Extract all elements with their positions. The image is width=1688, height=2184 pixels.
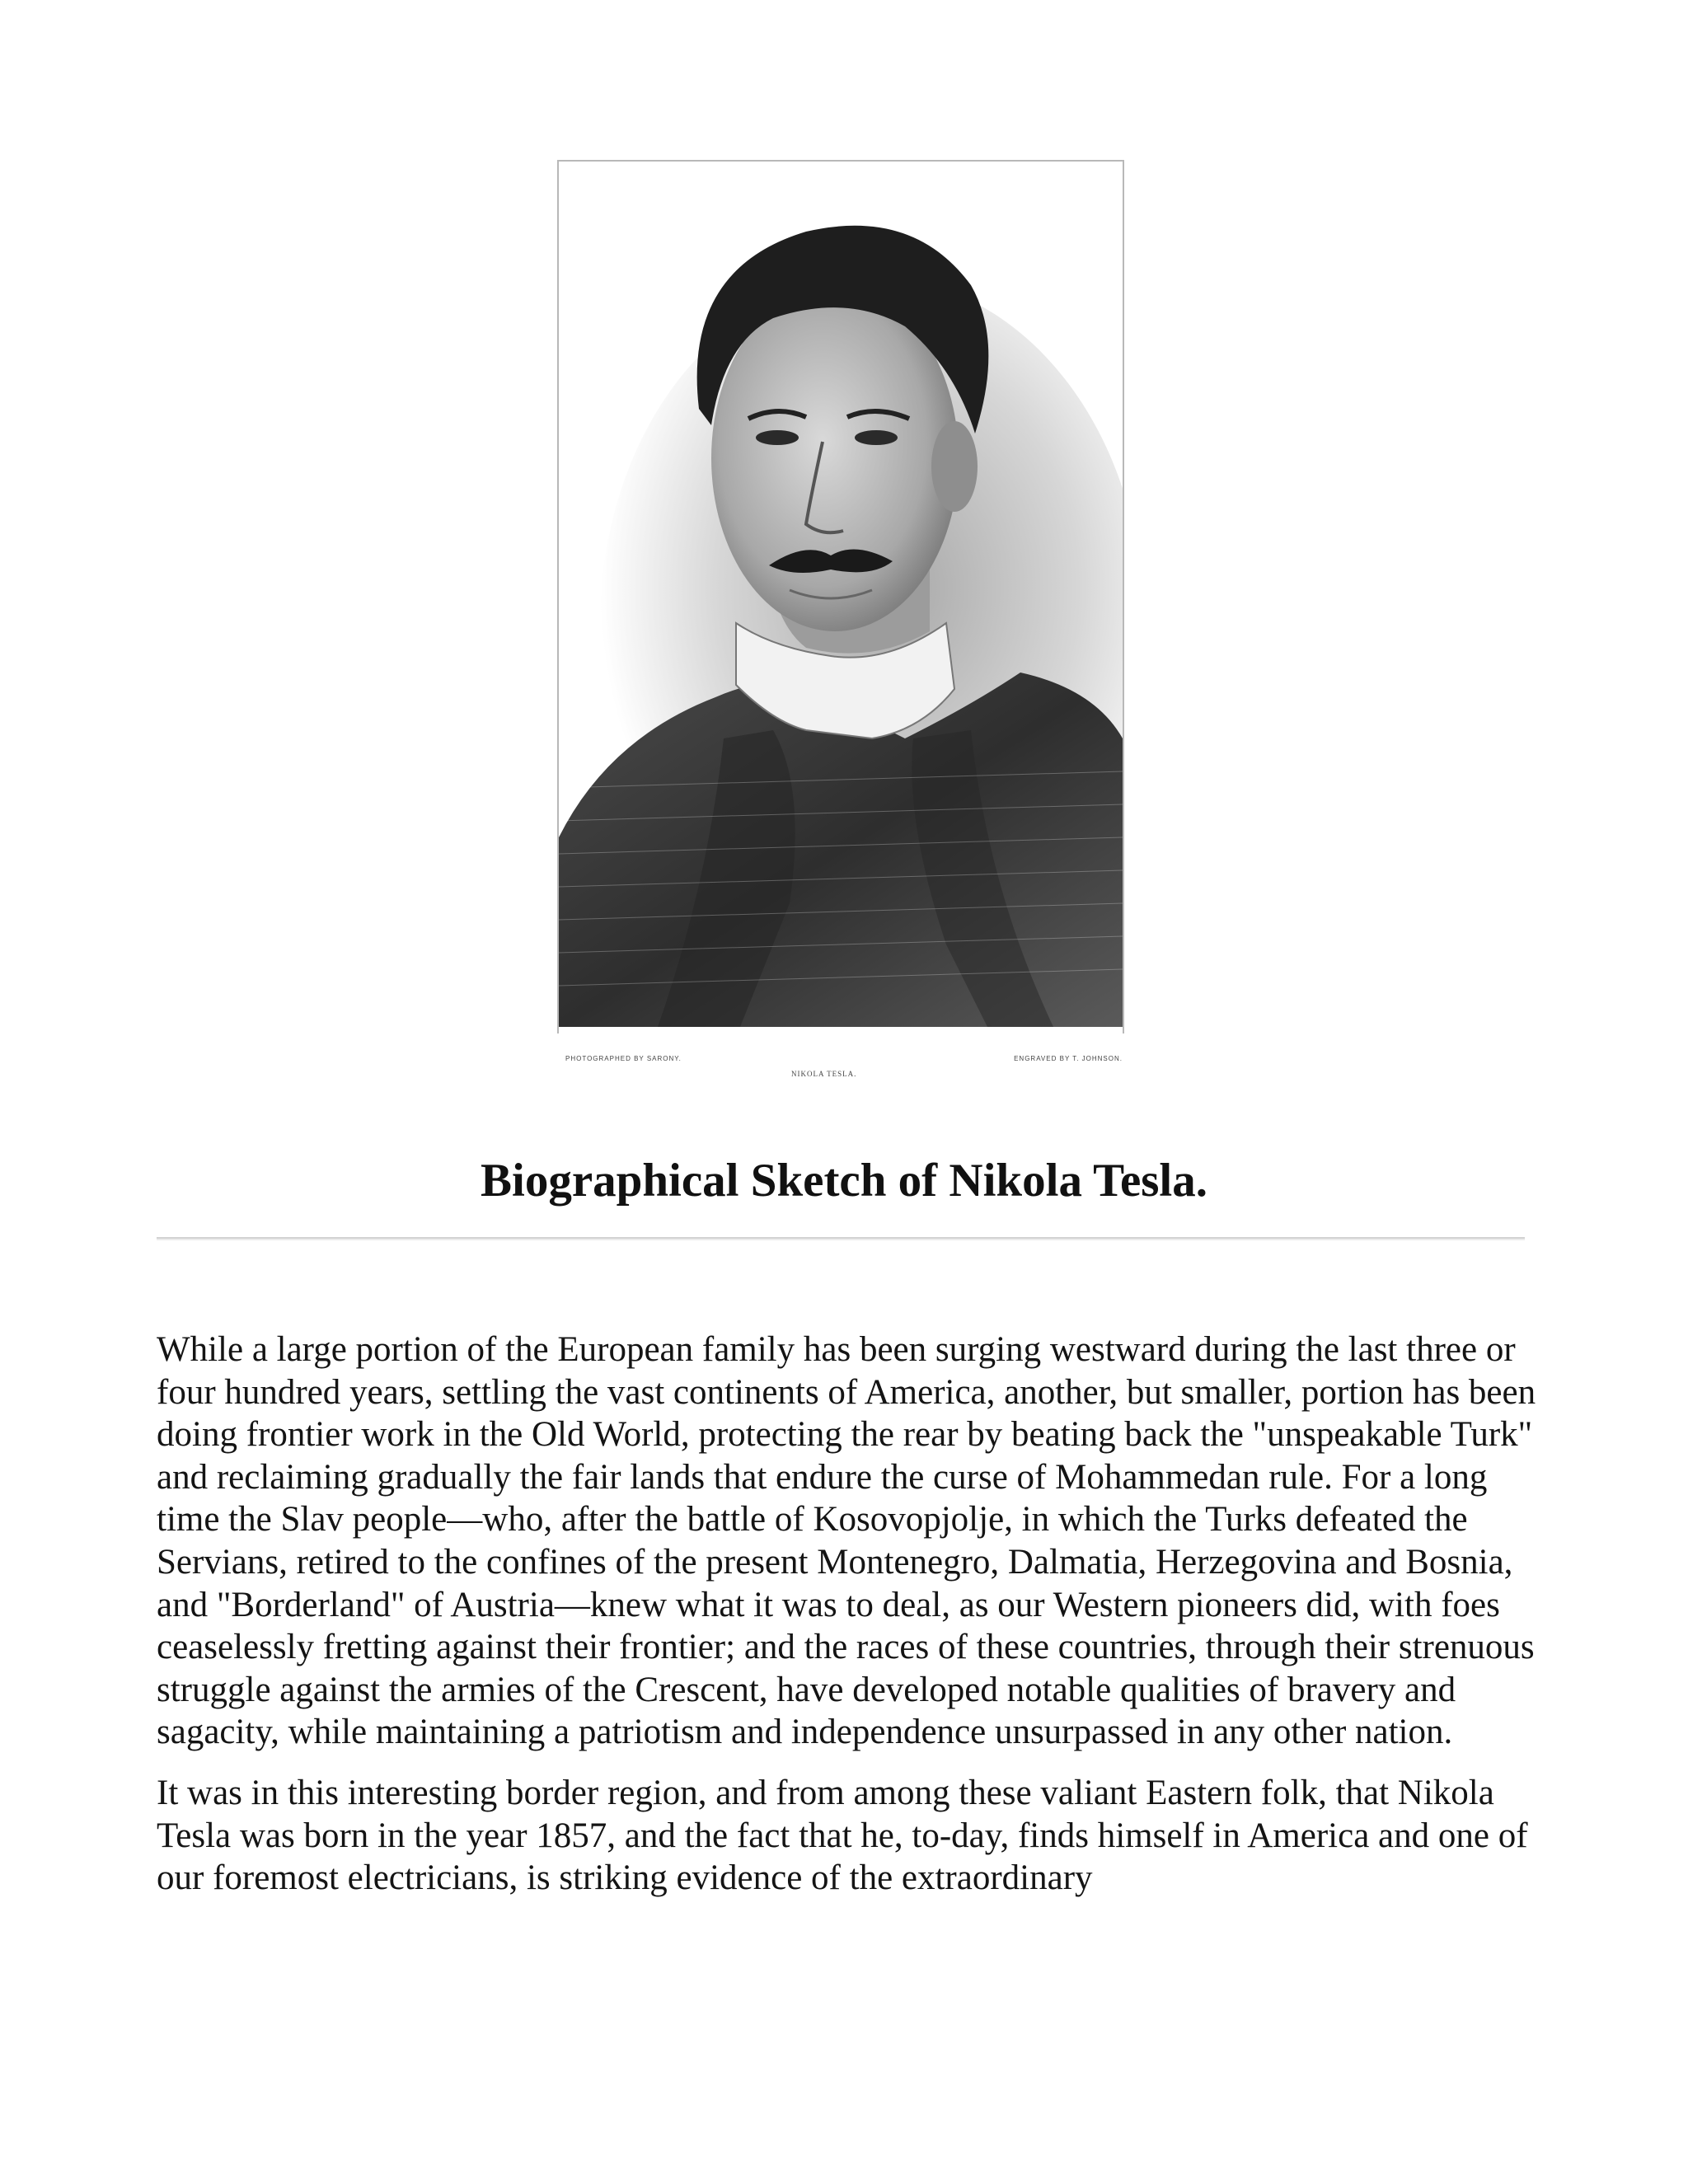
photographer-credit: PHOTOGRAPHED BY SARONY. bbox=[565, 1055, 682, 1062]
title-divider bbox=[157, 1237, 1525, 1240]
article-body bbox=[157, 1329, 1541, 1918]
paragraph-2: It was in this interesting border region, and from among these valiant Eastern folk, that Nikola Tesla was born in the year 1857, and the fact that he, to-day, finds himself in America and one of our foremost electricians, is striking evidence of the extraordinary bbox=[157, 1773, 1528, 1898]
paragraph-1: While a large portion of the European family has been surging westward during the last three or four hundred years, settling the vast continents of America, another, but smaller, portion has been doing frontier work in the Old World, protecting the rear by beating back the "unspeakable Turk" and reclaiming gradually the fair lands that endure the curse of Mohammedan rule. For a long time the Slav people—who, after the battle of Kosovopjolje, in which the Turks defeated the Servians, retired to the confines of the present Montenegro, Dalmatia, Herzegovina and Bosnia, and "Borderland" of Austria—knew what it was to deal, as our Western pioneers did, with foes ceaselessly fretting against their frontier; and the races of these countries, through their strenuous struggle against the armies of the Crescent, have developed notable qualities of bravery and sagacity, while maintaining a patriotism and independence unsurpassed in any other nation. bbox=[157, 1330, 1536, 1752]
portrait-caption: NIKOLA TESLA. bbox=[791, 1070, 857, 1078]
portrait-engraving bbox=[552, 157, 1129, 1092]
engraver-credit: ENGRAVED BY T. JOHNSON. bbox=[1014, 1055, 1123, 1062]
page-title: Biographical Sketch of Nikola Tesla. bbox=[480, 1155, 1208, 1207]
tesla-portrait-image bbox=[559, 162, 1123, 1068]
